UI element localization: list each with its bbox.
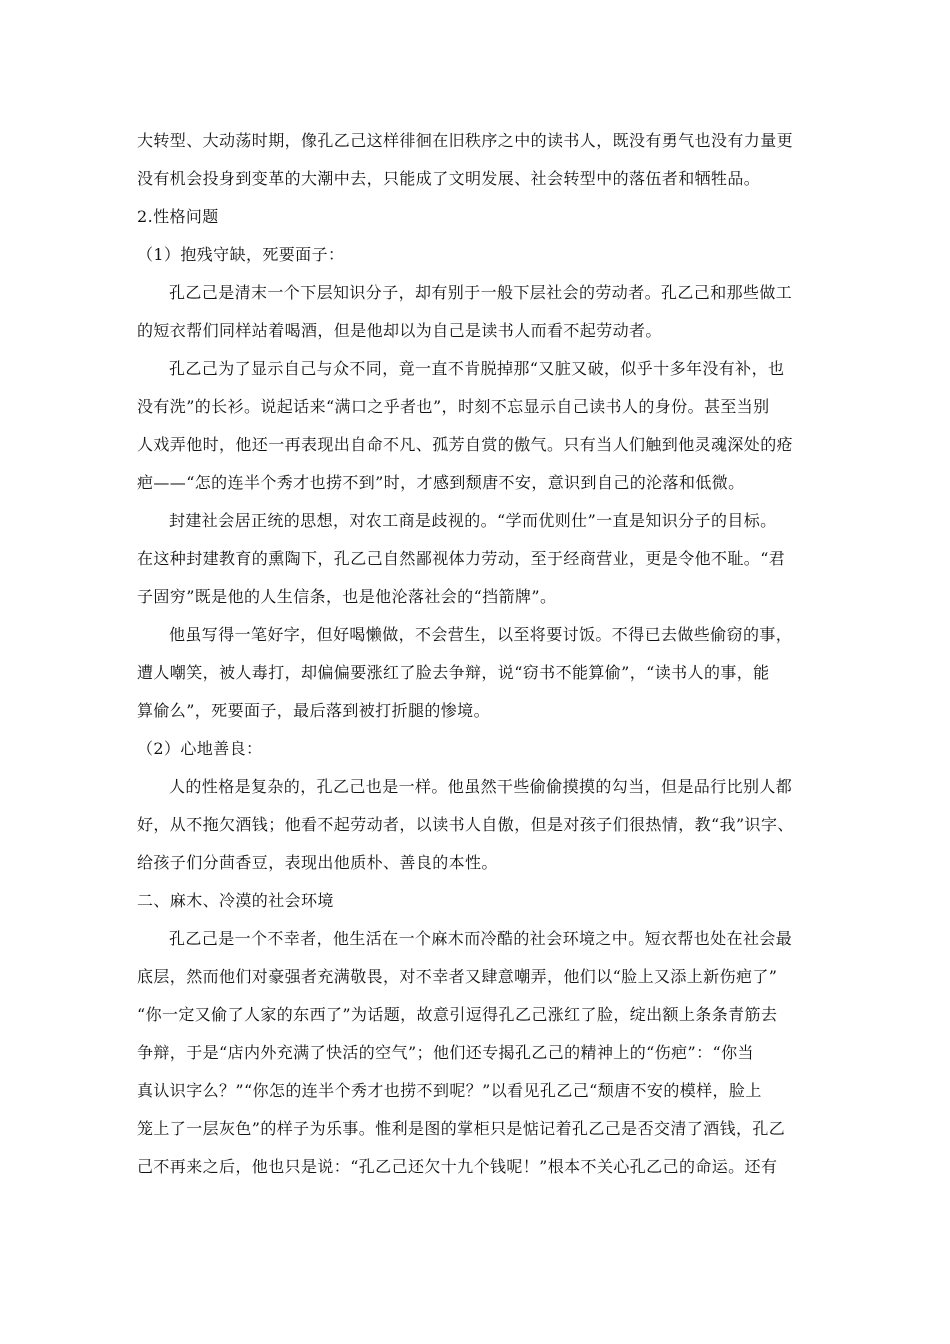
text-line: 子固穷”既是他的人生信条，也是他沦落社会的“挡箭牌”。 bbox=[137, 587, 557, 606]
text-line: 遭人嘲笑，被人毒打，却偏偏要涨红了脸去争辩，说“窃书不能算偷”，“读书人的事，能 bbox=[137, 663, 770, 682]
text-line: 争辩，于是“店内外充满了快活的空气”；他们还专揭孔乙己的精神上的“伤疤”：“你当 bbox=[137, 1043, 754, 1062]
text-line: 己不再来之后，他也只是说：“孔乙己还欠十九个钱呢！”根本不关心孔乙己的命运。还有 bbox=[137, 1157, 778, 1176]
text-line: （2）心地善良： bbox=[137, 739, 263, 758]
text-line: 人戏弄他时，他还一再表现出自命不凡、孤芳自赏的傲气。只有当人们触到他灵魂深处的疮 bbox=[137, 435, 794, 454]
text-line: 2.性格问题 bbox=[137, 207, 219, 226]
text-line: 孔乙己为了显示自己与众不同，竟一直不肯脱掉那“又脏又破，似乎十多年没有补，也 bbox=[169, 359, 785, 378]
text-line: 他虽写得一笔好字，但好喝懒做，不会营生，以至将要讨饭。不得已去做些偷窃的事， bbox=[169, 625, 793, 644]
text-line: 疤——“怎的连半个秀才也捞不到”时，才感到颓唐不安，意识到自己的沦落和低微。 bbox=[137, 473, 745, 492]
text-line: 孔乙己是清末一个下层知识分子，却有别于一般下层社会的劳动者。孔乙己和那些做工 bbox=[169, 283, 793, 302]
text-line: 封建社会居正统的思想，对农工商是歧视的。“学而优则仕”一直是知识分子的目标。 bbox=[169, 511, 777, 530]
text-line: 给孩子们分茴香豆，表现出他质朴、善良的本性。 bbox=[137, 853, 498, 872]
text-line: 大转型、大动荡时期，像孔乙己这样徘徊在旧秩序之中的读书人，既没有勇气也没有力量更 bbox=[137, 131, 794, 150]
text-line: （1）抱残守缺，死要面子： bbox=[137, 245, 345, 264]
text-line: 二、麻木、冷漠的社会环境 bbox=[137, 891, 334, 910]
text-line: 算偷么”，死要面子，最后落到被打折腿的惨境。 bbox=[137, 701, 490, 720]
document-page bbox=[137, 122, 809, 1186]
text-line: 在这种封建教育的熏陶下，孔乙己自然鄙视体力劳动，至于经商营业，更是令他不耻。“君 bbox=[137, 549, 786, 568]
text-line: 真认识字么？”“你怎的连半个秀才也捞不到呢？”以看见孔乙己“颓唐不安的模样，脸上 bbox=[137, 1081, 762, 1100]
text-line: 好，从不拖欠酒钱；他看不起劳动者，以读书人自傲，但是对孩子们很热情，教“我”识字、 bbox=[137, 815, 794, 834]
text-line: 没有机会投身到变革的大潮中去，只能成了文明发展、社会转型中的落伍者和牺牲品。 bbox=[137, 169, 761, 188]
text-line: 孔乙己是一个不幸者，他生活在一个麻木而冷酷的社会环境之中。短衣帮也处在社会最 bbox=[169, 929, 793, 948]
text-line: 底层，然而他们对豪强者充满敬畏，对不幸者又肆意嘲弄，他们以“脸上又添上新伤疤了” bbox=[137, 967, 778, 986]
text-line: 人的性格是复杂的，孔乙己也是一样。他虽然干些偷偷摸摸的勾当，但是品行比别人都 bbox=[169, 777, 793, 796]
text-line: 笼上了一层灰色”的样子为乐事。惟利是图的掌柜只是惦记着孔乙己是否交清了酒钱，孔乙 bbox=[137, 1119, 786, 1138]
text-line: “你一定又偷了人家的东西了”为话题，故意引逗得孔乙己涨红了脸，绽出额上条条青筋去 bbox=[137, 1005, 778, 1024]
text-line: 没有洗”的长衫。说起话来“满口之乎者也”，时刻不忘显示自己读书人的身份。甚至当别 bbox=[137, 397, 770, 416]
text-line: 的短衣帮们同样站着喝酒，但是他却以为自己是读书人而看不起劳动者。 bbox=[137, 321, 662, 340]
